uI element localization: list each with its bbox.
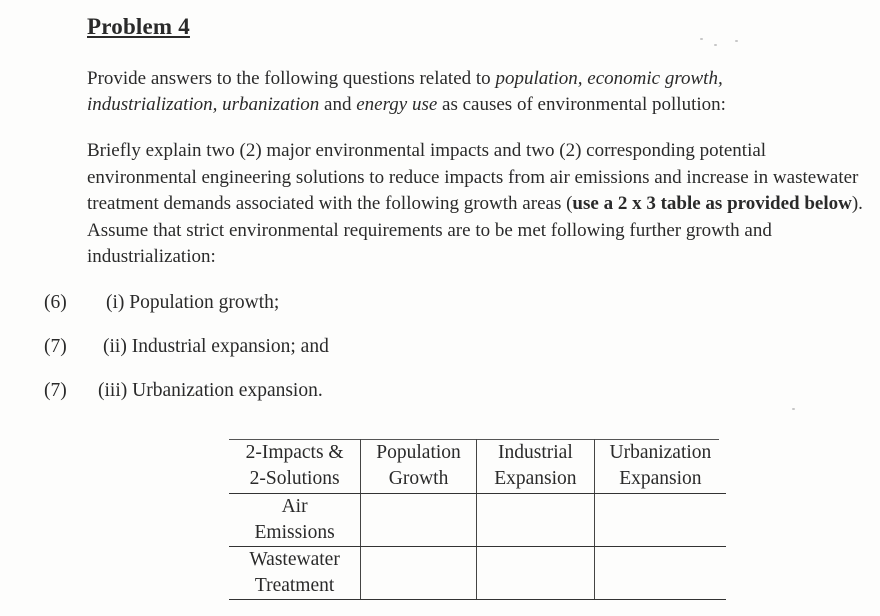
answer-cell: [361, 547, 477, 600]
answer-cell: [476, 494, 594, 547]
table-corner-header: 2-Impacts & 2-Solutions: [229, 439, 361, 494]
intro-term-energy-use: energy use: [356, 94, 438, 115]
column-header-industrial-expansion: Industrial Expansion: [476, 439, 594, 494]
question-points: (7): [44, 380, 67, 401]
scan-speck: [735, 40, 738, 42]
row-header-air-emissions: Air Emissions: [229, 494, 361, 547]
question-text: (i) Population growth;: [106, 292, 280, 313]
problem-title: Problem 4: [87, 14, 190, 39]
instruction-paragraph: [87, 138, 867, 271]
intro-text-post: as causes of environmental pollution:: [437, 94, 726, 115]
intro-text-pre: Provide answers to the following questions related to: [87, 68, 496, 89]
row-header-wastewater-treatment: Wastewater Treatment: [229, 547, 361, 600]
table-header-row: [229, 439, 726, 494]
instruction-text-post: ). Assume that strict environmental requirements are to be met following further growth and industrialization:: [87, 193, 863, 267]
intro-paragraph: [87, 66, 867, 118]
question-text: (ii) Industrial expansion; and: [103, 336, 329, 357]
question-text: (iii) Urbanization expansion.: [98, 380, 323, 401]
column-header-urbanization-expansion: Urbanization Expansion: [594, 439, 726, 494]
answer-cell: [476, 547, 594, 600]
instruction-bold-note: use a 2 x 3 table as provided below: [572, 193, 852, 214]
scan-speck: [792, 408, 795, 410]
answer-table: [229, 439, 726, 600]
instruction-text-pre: Briefly explain two (2) major environmental impacts and two (2) corresponding potential environmental engineering solutions to reduce impacts from air emissions and increase in wastewater treatment demands associated with the following growth areas (: [87, 140, 859, 214]
question-points: (6): [44, 292, 67, 313]
scan-speck: [700, 38, 703, 40]
intro-term-population-economic-growth: population, economic growth,: [495, 68, 723, 89]
answer-cell: [594, 547, 726, 600]
scan-speck: [714, 44, 717, 46]
intro-term-industrialization-urbanization: industrialization, urbanization: [87, 94, 320, 115]
table-row: [229, 547, 726, 600]
table-row: [229, 494, 726, 547]
answer-cell: [361, 494, 477, 547]
intro-text-and: and: [319, 94, 357, 115]
question-points: (7): [44, 336, 67, 357]
column-header-population-growth: Population Growth: [361, 439, 477, 494]
answer-cell: [594, 494, 726, 547]
